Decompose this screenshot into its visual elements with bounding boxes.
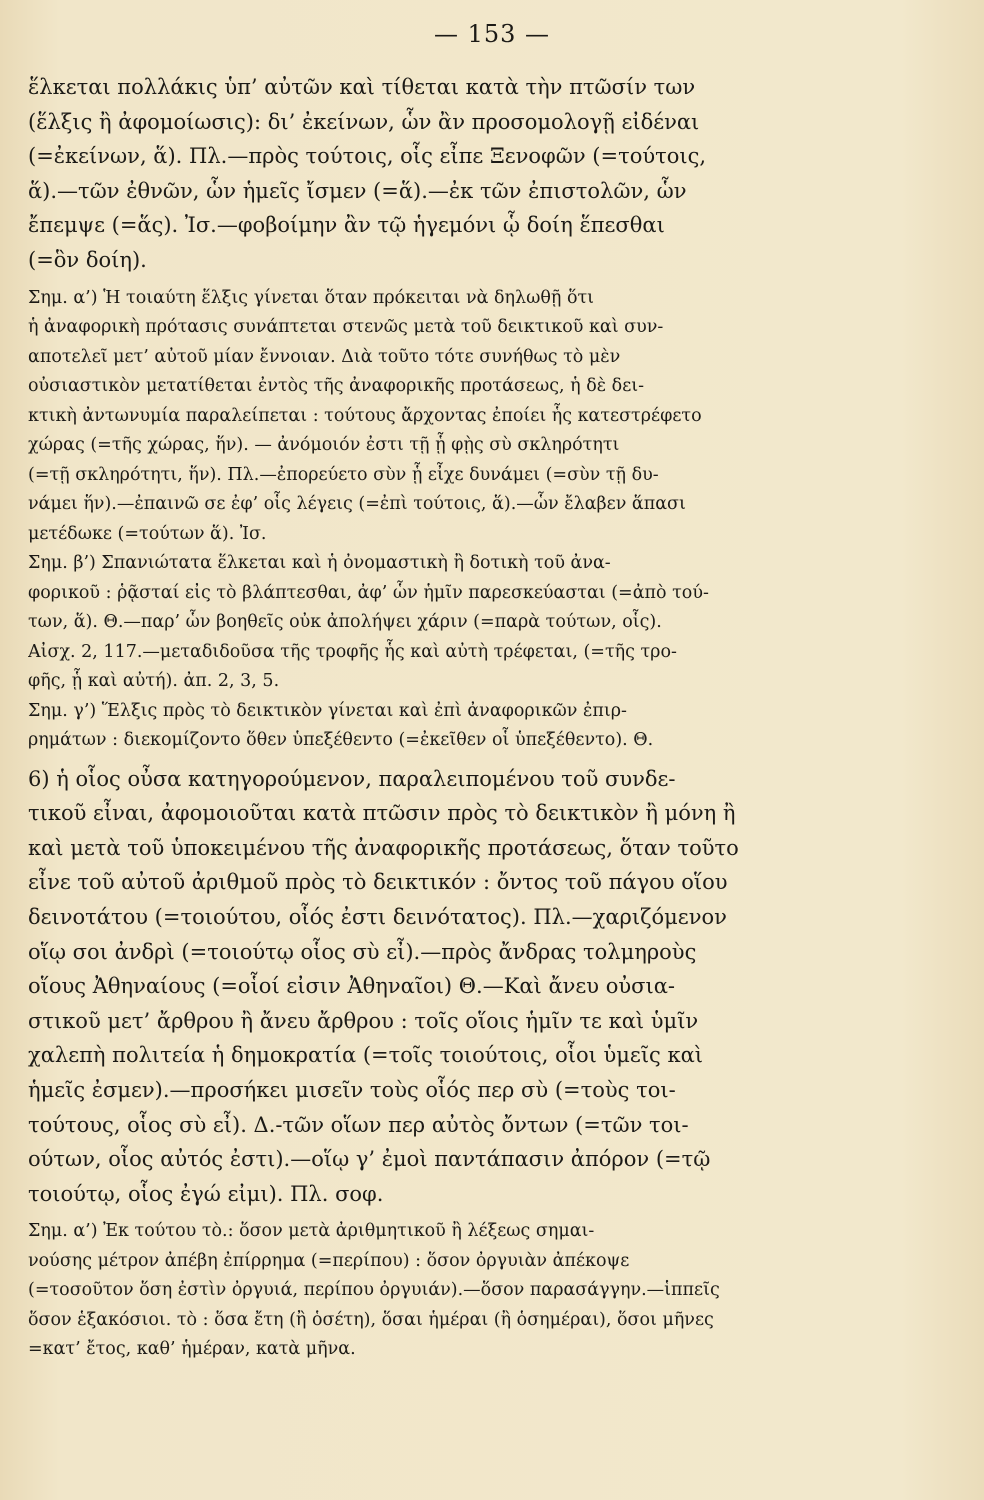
text-line: (=ἐκείνων, ἅ). Πλ.—πρὸς τούτοις, οἷς εἶπε Ξενοφῶν (=τούτοις, <box>28 144 707 169</box>
text-line: ἕλκεται πολλάκις ὑπ’ αὐτῶν καὶ τίθεται κατὰ τὴν πτῶσίν των <box>28 75 696 99</box>
text-line: κτικὴ ἀντωνυμία παραλείπεται : τούτους ἄρχοντας ἐποίει ἧς κατεστρέφετο <box>28 405 702 426</box>
text-line: ὅσον ἑξακόσιοι. τὸ : ὅσα ἔτη (ἢ ὁσέτη), ὅσαι ἡμέραι (ἢ ὁσημέραι), ὅσοι μῆνες <box>28 1309 714 1330</box>
text-line: καὶ μετὰ τοῦ ὑποκειμένου τῆς ἀναφορικῆς προτάσεως, ὅταν τοῦτο <box>28 835 739 860</box>
note-paragraph <box>28 284 958 756</box>
text-line: εἶνε τοῦ αὐτοῦ ἀριθμοῦ πρὸς τὸ δεικτικόν : ὄντος τοῦ πάγου οἵου <box>28 870 728 895</box>
text-line: ρημάτων : διεκομίζοντο ὅθεν ὑπεξέθεντο (=ἐκεῖθεν οἷ ὑπεξέθεντο). Θ. <box>28 730 654 751</box>
text-line: τικοῦ εἶναι, ἀφομοιοῦται κατὰ πτῶσιν πρὸς τὸ δεικτικὸν ἢ μόνη ἢ <box>28 801 736 826</box>
text-line: (=ὃν δοίη). <box>28 247 147 272</box>
text-line: στικοῦ μετ’ ἄρθρου ἢ ἄνευ ἄρθρου : τοῖς οἵοις ἡμῖν τε καὶ ὑμῖν <box>28 1008 699 1033</box>
text-line: ἡ ἀναφορικὴ πρότασις συνάπτεται στενῶς μετὰ τοῦ δεικτικοῦ καὶ συν- <box>28 317 664 338</box>
text-line: των, ἅ). Θ.—παρ’ ὧν βοηθεῖς οὐκ ἀπολήψει χάριν (=παρὰ τούτων, οἷς). <box>28 612 662 633</box>
text-line: οἵους Ἀθηναίους (=οἷοί εἰσιν Ἀθηναῖοι) Θ.—Καὶ ἄνευ οὐσια- <box>28 974 675 999</box>
text-line: (=τῇ σκληρότητι, ἥν). Πλ.—ἐπορεύετο σὺν ᾗ εἶχε δυνάμει (=σὺν τῇ δυ- <box>28 464 659 485</box>
text-line: ούτων, οἷος αὐτός ἐστι).—οἵῳ γ’ ἐμοὶ παντάπασιν ἀπόρον (=τῷ <box>28 1147 711 1172</box>
text-line: χαλεπὴ πολιτεία ἡ δημοκρατία (=τοῖς τοιούτοις, οἷοι ὑμεῖς καὶ <box>28 1043 704 1068</box>
page-number-header: — 153 — <box>433 20 551 48</box>
text-line: φορικοῦ : ῥᾷσταί εἰς τὸ βλάπτεσθαι, ἀφ’ ὧν ἡμῖν παρεσκεύασται (=ἀπὸ τού- <box>28 582 709 603</box>
body-paragraph <box>28 762 958 1212</box>
text-line: αποτελεῖ μετ’ αὐτοῦ μίαν ἔννοιαν. Διὰ τοῦτο τότε συνήθως τὸ μὲν <box>28 346 621 367</box>
text-line: νάμει ἥν).—ἐπαινῶ σε ἐφ’ οἷς λέγεις (=ἐπὶ τούτοις, ἅ).—ὧν ἔλαβεν ἅπασι <box>28 494 686 515</box>
text-line: Σημ. α’) Ἡ τοιαύτη ἕλξις γίνεται ὅταν πρόκειται νὰ δηλωθῇ ὅτι <box>28 287 595 308</box>
text-line: Σημ. γ’) Ἕλξις πρὸς τὸ δεικτικὸν γίνεται καὶ ἐπὶ ἀναφορικῶν ἐπιρ- <box>28 700 627 721</box>
text-line: 6) ἡ οἷος οὖσα κατηγορούμενον, παραλειπομένου τοῦ συνδε- <box>28 766 676 791</box>
note-paragraph <box>28 1217 958 1365</box>
text-line: δεινοτάτου (=τοιούτου, οἷός ἐστι δεινότατος). Πλ.—χαριζόμενον <box>28 904 727 929</box>
text-line: τούτους, οἷος σὺ εἶ). Δ.-τῶν οἵων περ αὐτὸς ὄντων (=τῶν τοι- <box>28 1112 689 1137</box>
text-line: ἡμεῖς ἐσμεν).—προσήκει μισεῖν τοὺς οἷός περ σὺ (=τοὺς τοι- <box>28 1077 676 1102</box>
text-line: Αἰσχ. 2, 117.—μεταδιδοῦσα τῆς τροφῆς ἧς καὶ αὐτὴ τρέφεται, (=τῆς τρο- <box>28 641 677 662</box>
text-line: τοιούτῳ, οἷος ἐγώ εἰμι). Πλ. σοφ. <box>28 1181 384 1206</box>
text-line: =κατ’ ἔτος, καθ’ ἡμέραν, κατὰ μῆνα. <box>28 1339 356 1360</box>
page-body <box>28 70 958 1365</box>
text-line: νούσης μέτρον ἀπέβη ἐπίρρημα (=περίπου) : ὅσον ὀργυιὰν ἀπέκοψε <box>28 1250 630 1271</box>
body-paragraph <box>28 70 958 278</box>
text-line: μετέδωκε (=τούτων ἅ). Ἰσ. <box>28 523 267 544</box>
text-line: οὐσιαστικὸν μετατίθεται ἐντὸς τῆς ἀναφορικῆς προτάσεως, ἡ δὲ δει- <box>28 376 645 397</box>
text-line: (=τοσοῦτον ὅση ἐστὶν ὀργυιά, περίπου ὀργυιάν).—ὅσον παρασάγγην.—ἱππεῖς <box>28 1280 720 1301</box>
text-line: ἅ).—τῶν ἐθνῶν, ὧν ἡμεῖς ἴσμεν (=ἅ).—ἐκ τῶν ἐπιστολῶν, ὧν <box>28 178 687 203</box>
text-line: Σημ. α’) Ἐκ τούτου τὸ.: ὅσον μετὰ ἀριθμητικοῦ ἢ λέξεως σημαι- <box>28 1221 595 1242</box>
text-line: ἔπεμψε (=ἅς). Ἰσ.—φοβοίμην ἂν τῷ ἡγεμόνι ᾧ δοίη ἕπεσθαι <box>28 213 665 238</box>
text-line: φῆς, ᾗ καὶ αὐτή). ἀπ. 2, 3, 5. <box>28 671 280 692</box>
text-line: (ἕλξις ἢ ἀφομοίωσις): δι’ ἐκείνων, ὧν ἂν προσομολογῇ εἰδέναι <box>28 109 700 134</box>
text-line: Σημ. β’) Σπανιώτατα ἕλκεται καὶ ἡ ὀνομαστικὴ ἢ δοτικὴ τοῦ ἀνα- <box>28 553 611 574</box>
text-line: χώρας (=τῆς χώρας, ἥν). — ἀνόμοιόν ἐστι τῇ ᾗ φῂς σὺ σκληρότητι <box>28 435 620 456</box>
text-line: οἵῳ σοι ἀνδρὶ (=τοιούτῳ οἷος σὺ εἶ).—πρὸς ἄνδρας τολμηροὺς <box>28 939 697 964</box>
